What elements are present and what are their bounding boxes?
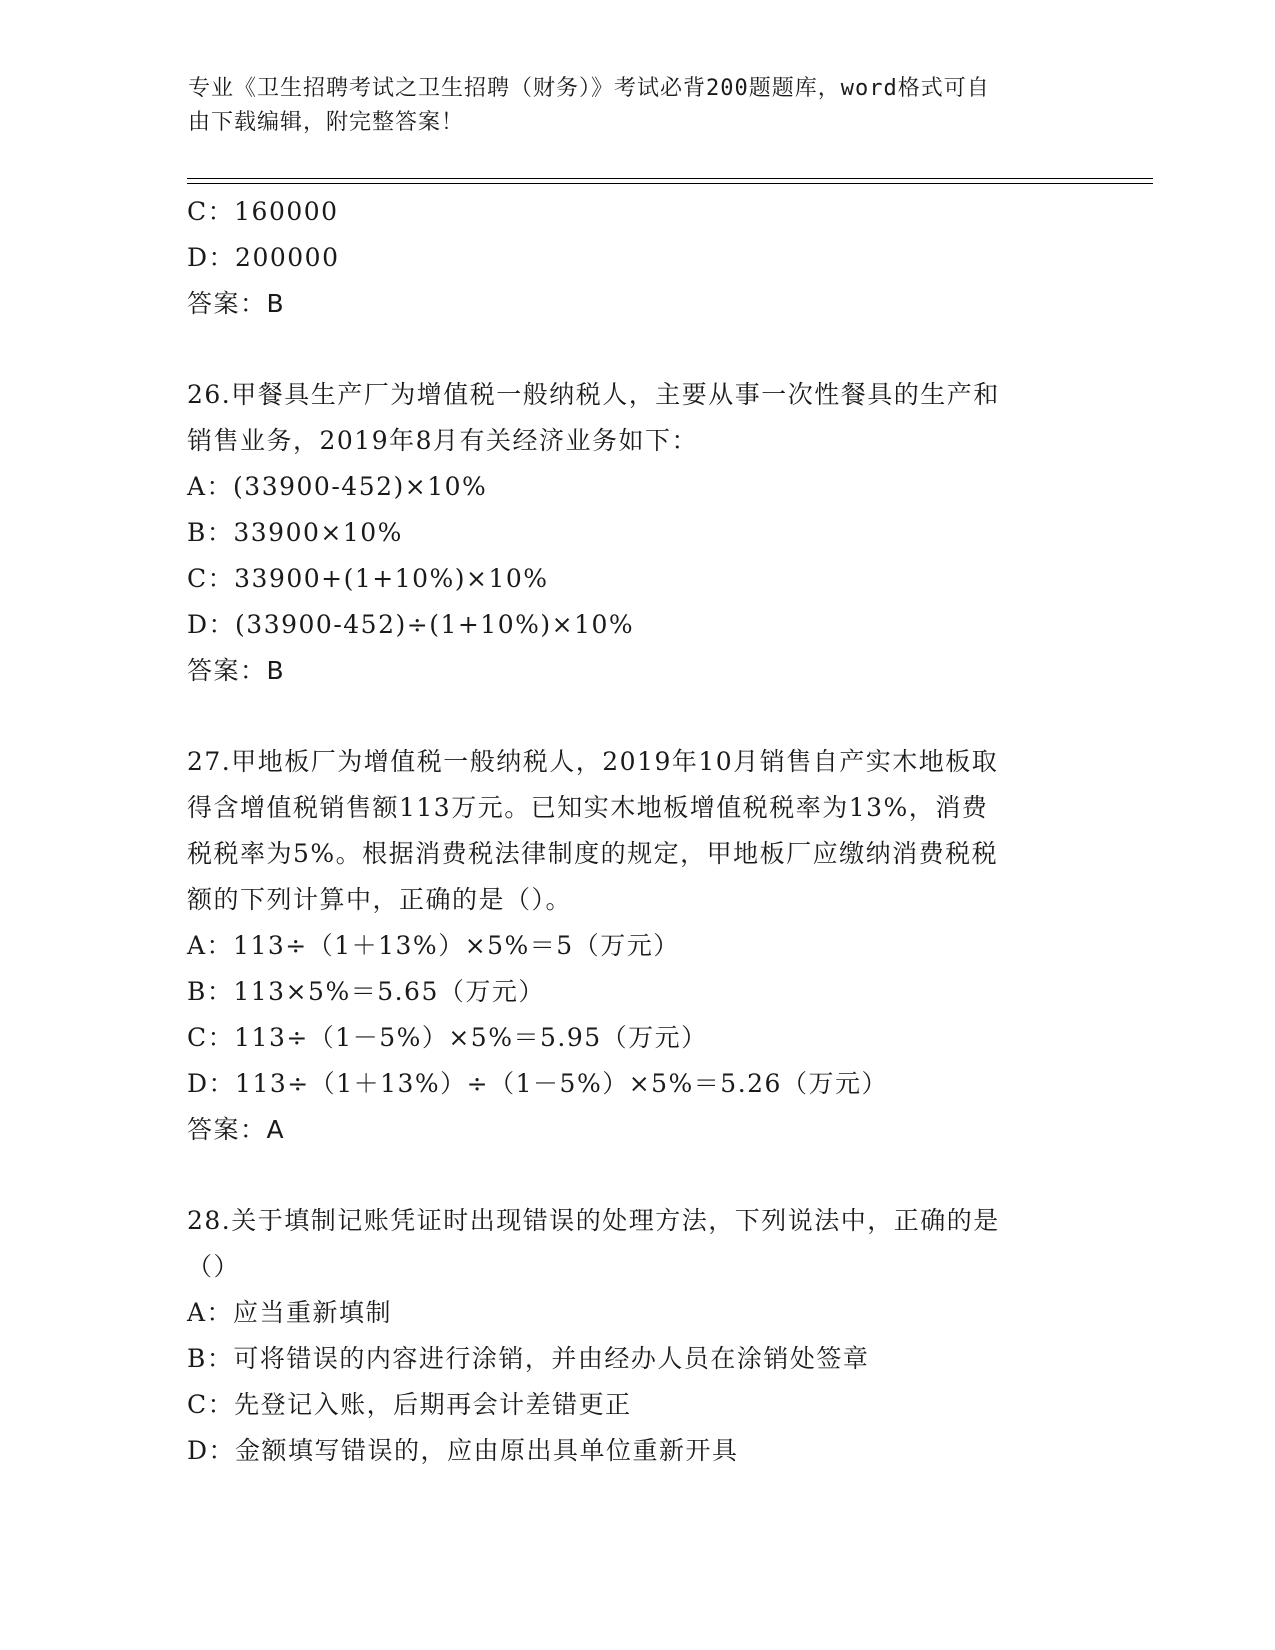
- option-a: A：(33900-452)×10%: [187, 472, 488, 501]
- option-b: B：33900×10%: [187, 518, 403, 547]
- option-c: C：33900+(1+10%)×10%: [187, 564, 549, 593]
- question-text-line: 销售业务，2019年8月有关经济业务如下：: [187, 426, 699, 455]
- header-line-1: 专业《卫生招聘考试之卫生招聘（财务）》考试必背200题题库，word格式可自: [188, 76, 990, 101]
- answer-line: 答案：A: [187, 1115, 286, 1144]
- question-text-line: （）: [187, 1252, 241, 1281]
- header-divider: [187, 178, 1153, 184]
- question-26: [187, 372, 1087, 694]
- question-25-tail: [187, 189, 1087, 327]
- spacer: [187, 694, 1087, 739]
- option-b: B：可将错误的内容进行涂销，并由经办人员在涂销处签章: [187, 1344, 870, 1373]
- question-text-line: 得含增值税销售额113万元。已知实木地板增值税税率为13%，消费: [187, 793, 989, 822]
- question-text-line: 27.甲地板厂为增值税一般纳税人，2019年10月销售自产实木地板取: [187, 747, 999, 776]
- option-c: C：113÷（1－5%）×5%＝5.95（万元）: [187, 1023, 708, 1052]
- question-text-line: 28.关于填制记账凭证时出现错误的处理方法，下列说法中，正确的是: [187, 1206, 1000, 1235]
- option-a: A：113÷（1＋13%）×5%＝5（万元）: [187, 931, 680, 960]
- option-d: D：(33900-452)÷(1+10%)×10%: [187, 610, 635, 639]
- answer-line: 答案：B: [187, 289, 286, 318]
- question-28: [187, 1198, 1087, 1474]
- question-27: [187, 739, 1087, 1153]
- question-text-line: 26.甲餐具生产厂为增值税一般纳税人，主要从事一次性餐具的生产和: [187, 380, 1000, 409]
- question-text-line: 税税率为5%。根据消费税法律制度的规定，甲地板厂应缴纳消费税税: [187, 839, 999, 868]
- option-a: A：应当重新填制: [187, 1298, 393, 1327]
- option-d: D：113÷（1＋13%）÷（1－5%）×5%＝5.26（万元）: [187, 1069, 888, 1098]
- option-d: D：200000: [187, 243, 340, 272]
- answer-line: 答案：B: [187, 656, 286, 685]
- question-text-line: 额的下列计算中，正确的是（）。: [187, 885, 573, 914]
- option-c: C：先登记入账，后期再会计差错更正: [187, 1390, 632, 1419]
- option-b: B：113×5%＝5.65（万元）: [187, 977, 545, 1006]
- option-c: C：160000: [187, 197, 339, 226]
- header-line-2: 由下载编辑，附完整答案！: [188, 110, 465, 135]
- spacer: [187, 327, 1087, 372]
- document-header: [188, 72, 1088, 140]
- spacer: [187, 1153, 1087, 1198]
- document-body: [187, 189, 1087, 1474]
- option-d: D：金额填写错误的，应由原出具单位重新开具: [187, 1436, 739, 1465]
